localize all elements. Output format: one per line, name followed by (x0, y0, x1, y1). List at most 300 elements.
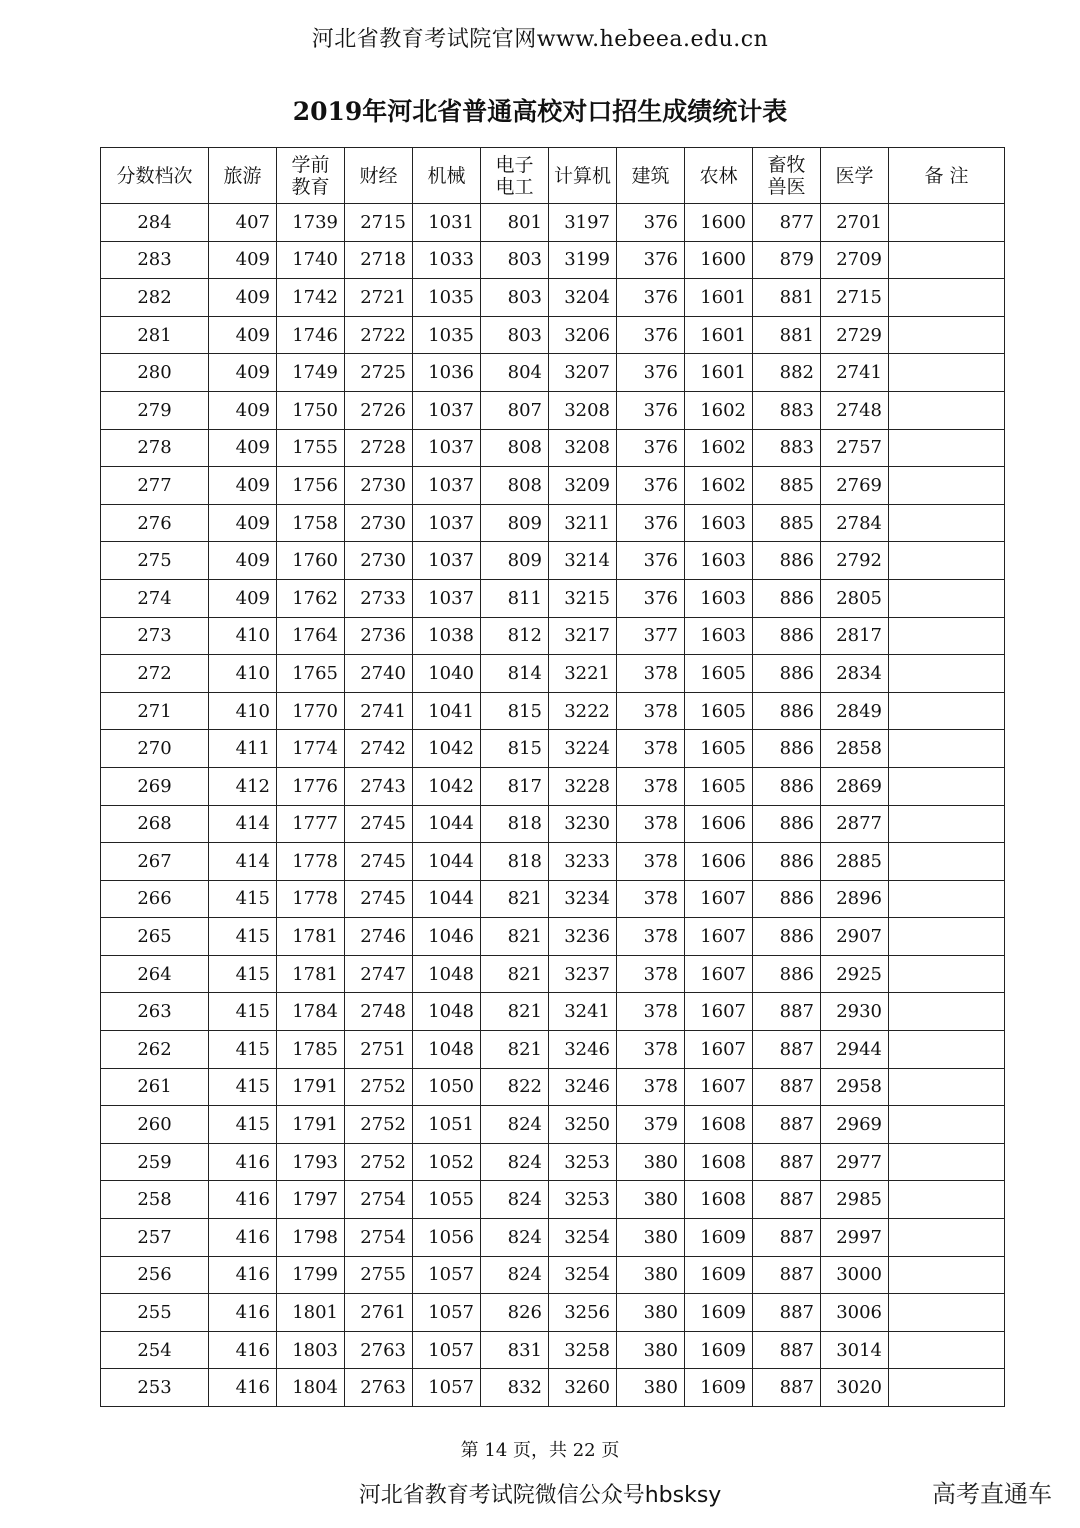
wechat-footer: 河北省教育考试院微信公众号hbsksy (358, 1483, 722, 1508)
table-cell: 3246 (549, 1031, 617, 1069)
table-cell: 3014 (821, 1331, 889, 1369)
table-cell: 376 (617, 429, 685, 467)
table-cell: 2885 (821, 843, 889, 881)
table-cell: 1050 (413, 1068, 481, 1106)
table-cell: 3256 (549, 1294, 617, 1332)
table-cell: 887 (753, 1219, 821, 1257)
table-cell: 378 (617, 955, 685, 993)
table-cell: 376 (617, 316, 685, 354)
table-cell: 278 (101, 429, 209, 467)
table-row (101, 1369, 1005, 1407)
table-cell: 283 (101, 241, 209, 279)
table-cell: 887 (753, 1106, 821, 1144)
table-cell (889, 354, 1005, 392)
table-cell: 272 (101, 655, 209, 693)
table-cell: 887 (753, 1256, 821, 1294)
table-cell: 1609 (685, 1331, 753, 1369)
table-cell: 409 (209, 542, 277, 580)
table-cell: 376 (617, 542, 685, 580)
table-cell (889, 1181, 1005, 1219)
table-cell: 1035 (413, 316, 481, 354)
table-cell: 814 (481, 655, 549, 693)
table-cell: 2730 (345, 542, 413, 580)
table-cell: 1784 (277, 993, 345, 1031)
table-cell: 2997 (821, 1219, 889, 1257)
table-cell: 803 (481, 316, 549, 354)
table-row (101, 955, 1005, 993)
table-cell: 1608 (685, 1106, 753, 1144)
table-cell: 410 (209, 692, 277, 730)
table-cell: 809 (481, 542, 549, 580)
table-cell: 812 (481, 617, 549, 655)
table-cell: 415 (209, 1068, 277, 1106)
table-cell: 2725 (345, 354, 413, 392)
table-row (101, 655, 1005, 693)
table-cell: 3208 (549, 391, 617, 429)
table-cell (889, 955, 1005, 993)
column-header: 电子 电工 (481, 148, 549, 204)
table-cell: 3020 (821, 1369, 889, 1407)
table-cell: 407 (209, 204, 277, 242)
table-cell: 273 (101, 617, 209, 655)
page-number: 第 14 页，共 22 页 (460, 1440, 620, 1461)
table-cell: 883 (753, 429, 821, 467)
table-cell: 2944 (821, 1031, 889, 1069)
table-cell: 1057 (413, 1331, 481, 1369)
table-cell: 411 (209, 730, 277, 768)
table-cell: 279 (101, 391, 209, 429)
column-header: 计算机 (549, 148, 617, 204)
table-cell: 380 (617, 1219, 685, 1257)
table-cell: 378 (617, 918, 685, 956)
table-cell (889, 316, 1005, 354)
table-cell: 3006 (821, 1294, 889, 1332)
table-cell: 815 (481, 730, 549, 768)
table-cell: 263 (101, 993, 209, 1031)
table-cell: 2930 (821, 993, 889, 1031)
table-cell: 409 (209, 241, 277, 279)
table-cell (889, 843, 1005, 881)
table-cell: 2834 (821, 655, 889, 693)
table-cell: 3254 (549, 1256, 617, 1294)
table-cell: 376 (617, 204, 685, 242)
table-cell: 2754 (345, 1219, 413, 1257)
table-cell: 1609 (685, 1294, 753, 1332)
table-cell: 886 (753, 805, 821, 843)
table-cell (889, 1369, 1005, 1407)
table-cell: 409 (209, 579, 277, 617)
table-header-row (101, 148, 1005, 204)
table-cell: 824 (481, 1106, 549, 1144)
column-header: 农林 (685, 148, 753, 204)
table-cell: 2977 (821, 1143, 889, 1181)
table-cell (889, 767, 1005, 805)
table-cell: 1602 (685, 467, 753, 505)
table-cell: 1608 (685, 1143, 753, 1181)
table-row (101, 805, 1005, 843)
column-header: 学前 教育 (277, 148, 345, 204)
table-cell: 3241 (549, 993, 617, 1031)
table-cell: 881 (753, 316, 821, 354)
table-cell: 3230 (549, 805, 617, 843)
table-cell (889, 993, 1005, 1031)
table-row (101, 579, 1005, 617)
table-cell: 2757 (821, 429, 889, 467)
table-cell: 3246 (549, 1068, 617, 1106)
table-cell: 1774 (277, 730, 345, 768)
table-cell: 2728 (345, 429, 413, 467)
table-cell: 3217 (549, 617, 617, 655)
table-cell: 2736 (345, 617, 413, 655)
table-cell: 2729 (821, 316, 889, 354)
table-row (101, 1068, 1005, 1106)
table-cell: 416 (209, 1294, 277, 1332)
table-cell: 1778 (277, 843, 345, 881)
table-cell: 886 (753, 767, 821, 805)
table-cell (889, 1068, 1005, 1106)
column-header: 财经 (345, 148, 413, 204)
table-cell: 2709 (821, 241, 889, 279)
table-cell: 821 (481, 918, 549, 956)
table-cell: 378 (617, 880, 685, 918)
table-cell: 821 (481, 993, 549, 1031)
table-cell: 2877 (821, 805, 889, 843)
table-cell: 3204 (549, 279, 617, 317)
table-cell: 3206 (549, 316, 617, 354)
table-cell: 3253 (549, 1181, 617, 1219)
table-cell: 3215 (549, 579, 617, 617)
table-cell: 1756 (277, 467, 345, 505)
table-cell: 416 (209, 1143, 277, 1181)
table-cell: 3234 (549, 880, 617, 918)
table-cell: 380 (617, 1331, 685, 1369)
table-cell: 1603 (685, 579, 753, 617)
table-cell: 1057 (413, 1294, 481, 1332)
table-cell (889, 1143, 1005, 1181)
table-cell: 376 (617, 354, 685, 392)
table-cell: 416 (209, 1219, 277, 1257)
column-header: 畜牧 兽医 (753, 148, 821, 204)
table-cell: 275 (101, 542, 209, 580)
table-cell: 3236 (549, 918, 617, 956)
table-cell: 885 (753, 467, 821, 505)
table-cell (889, 1219, 1005, 1257)
table-cell: 3260 (549, 1369, 617, 1407)
table-cell (889, 1256, 1005, 1294)
table-cell: 415 (209, 993, 277, 1031)
table-cell: 886 (753, 579, 821, 617)
table-cell: 1797 (277, 1181, 345, 1219)
table-cell: 2817 (821, 617, 889, 655)
table-cell: 821 (481, 1031, 549, 1069)
table-cell: 818 (481, 843, 549, 881)
table-cell: 879 (753, 241, 821, 279)
table-cell: 826 (481, 1294, 549, 1332)
table-cell: 1803 (277, 1331, 345, 1369)
table-cell: 1605 (685, 730, 753, 768)
table-cell: 887 (753, 1294, 821, 1332)
table-cell: 809 (481, 504, 549, 542)
table-cell: 3228 (549, 767, 617, 805)
table-cell: 414 (209, 843, 277, 881)
table-cell: 3221 (549, 655, 617, 693)
table-cell: 2741 (821, 354, 889, 392)
table-cell: 376 (617, 391, 685, 429)
table-cell: 259 (101, 1143, 209, 1181)
table-cell: 2745 (345, 880, 413, 918)
table-cell: 2958 (821, 1068, 889, 1106)
table-cell (889, 655, 1005, 693)
table-cell: 2730 (345, 467, 413, 505)
table-cell: 818 (481, 805, 549, 843)
table-cell: 1037 (413, 504, 481, 542)
table-cell: 1781 (277, 918, 345, 956)
table-cell: 808 (481, 467, 549, 505)
table-cell: 2743 (345, 767, 413, 805)
table-cell: 276 (101, 504, 209, 542)
table-body (101, 204, 1005, 1407)
table-cell: 824 (481, 1143, 549, 1181)
table-cell: 2769 (821, 467, 889, 505)
table-cell: 380 (617, 1294, 685, 1332)
table-cell: 824 (481, 1256, 549, 1294)
table-cell: 1037 (413, 391, 481, 429)
table-cell: 886 (753, 730, 821, 768)
table-cell: 1799 (277, 1256, 345, 1294)
table-cell: 886 (753, 880, 821, 918)
table-row (101, 767, 1005, 805)
table-cell: 1603 (685, 542, 753, 580)
table-cell: 266 (101, 880, 209, 918)
table-cell: 409 (209, 316, 277, 354)
table-cell (889, 1294, 1005, 1332)
table-cell: 376 (617, 579, 685, 617)
table-cell: 1601 (685, 354, 753, 392)
table-cell: 1040 (413, 655, 481, 693)
score-table-container (100, 147, 1004, 1407)
table-cell: 1057 (413, 1256, 481, 1294)
table-cell (889, 1031, 1005, 1069)
table-row (101, 1143, 1005, 1181)
table-cell: 1770 (277, 692, 345, 730)
table-cell: 1746 (277, 316, 345, 354)
table-cell: 378 (617, 1031, 685, 1069)
table-cell: 253 (101, 1369, 209, 1407)
table-cell: 1606 (685, 805, 753, 843)
table-cell: 804 (481, 354, 549, 392)
table-cell: 1607 (685, 880, 753, 918)
table-cell (889, 204, 1005, 242)
table-cell: 412 (209, 767, 277, 805)
table-row (101, 316, 1005, 354)
table-cell: 2869 (821, 767, 889, 805)
table-row (101, 1219, 1005, 1257)
table-cell: 2748 (821, 391, 889, 429)
table-cell: 1607 (685, 993, 753, 1031)
table-cell: 416 (209, 1181, 277, 1219)
table-cell: 2985 (821, 1181, 889, 1219)
table-row (101, 1181, 1005, 1219)
table-cell: 409 (209, 504, 277, 542)
table-cell: 256 (101, 1256, 209, 1294)
table-cell: 1603 (685, 504, 753, 542)
table-cell: 803 (481, 279, 549, 317)
table-cell: 815 (481, 692, 549, 730)
table-cell: 1037 (413, 429, 481, 467)
table-cell: 414 (209, 805, 277, 843)
table-cell: 1042 (413, 767, 481, 805)
table-cell: 821 (481, 955, 549, 993)
table-cell: 415 (209, 1106, 277, 1144)
table-cell: 2754 (345, 1181, 413, 1219)
table-cell: 1055 (413, 1181, 481, 1219)
table-cell: 2752 (345, 1143, 413, 1181)
table-cell (889, 579, 1005, 617)
table-row (101, 429, 1005, 467)
table-cell: 378 (617, 843, 685, 881)
table-cell: 258 (101, 1181, 209, 1219)
table-cell: 262 (101, 1031, 209, 1069)
table-cell: 3224 (549, 730, 617, 768)
table-cell (889, 241, 1005, 279)
table-cell: 2745 (345, 843, 413, 881)
table-cell: 1031 (413, 204, 481, 242)
column-header: 医学 (821, 148, 889, 204)
table-cell: 2733 (345, 579, 413, 617)
table-cell: 887 (753, 1181, 821, 1219)
table-cell: 260 (101, 1106, 209, 1144)
table-cell: 1601 (685, 316, 753, 354)
table-cell: 1764 (277, 617, 345, 655)
table-cell: 887 (753, 1369, 821, 1407)
table-cell: 1740 (277, 241, 345, 279)
table-cell: 1607 (685, 955, 753, 993)
table-cell: 3250 (549, 1106, 617, 1144)
table-cell: 1600 (685, 241, 753, 279)
table-cell: 1607 (685, 1068, 753, 1106)
table-cell: 2907 (821, 918, 889, 956)
column-header: 旅游 (209, 148, 277, 204)
table-cell: 1804 (277, 1369, 345, 1407)
table-cell: 1044 (413, 843, 481, 881)
table-cell: 379 (617, 1106, 685, 1144)
table-cell: 1749 (277, 354, 345, 392)
table-cell (889, 279, 1005, 317)
table-cell: 2718 (345, 241, 413, 279)
table-cell: 2748 (345, 993, 413, 1031)
table-row (101, 204, 1005, 242)
table-cell: 2722 (345, 316, 413, 354)
table-cell: 2741 (345, 692, 413, 730)
table-cell: 416 (209, 1331, 277, 1369)
table-cell: 1056 (413, 1219, 481, 1257)
table-cell: 376 (617, 241, 685, 279)
table-row (101, 1294, 1005, 1332)
table-cell: 416 (209, 1369, 277, 1407)
table-cell: 376 (617, 504, 685, 542)
table-cell: 1051 (413, 1106, 481, 1144)
table-cell: 1605 (685, 767, 753, 805)
table-cell: 409 (209, 391, 277, 429)
table-cell (889, 918, 1005, 956)
table-cell: 886 (753, 918, 821, 956)
column-header: 分数档次 (101, 148, 209, 204)
table-cell: 877 (753, 204, 821, 242)
table-cell: 3233 (549, 843, 617, 881)
table-cell: 1603 (685, 617, 753, 655)
table-cell: 822 (481, 1068, 549, 1106)
table-cell: 2763 (345, 1331, 413, 1369)
table-cell: 1791 (277, 1068, 345, 1106)
table-cell: 409 (209, 279, 277, 317)
table-row (101, 918, 1005, 956)
table-cell: 3208 (549, 429, 617, 467)
table-cell: 1793 (277, 1143, 345, 1181)
table-cell: 2763 (345, 1369, 413, 1407)
table-cell (889, 692, 1005, 730)
table-cell: 1742 (277, 279, 345, 317)
table-cell: 2721 (345, 279, 413, 317)
table-cell: 1036 (413, 354, 481, 392)
table-cell: 2715 (821, 279, 889, 317)
site-header: 河北省教育考试院官网www.hebeea.edu.cn (311, 27, 769, 52)
table-cell: 409 (209, 467, 277, 505)
table-cell (889, 805, 1005, 843)
table-cell: 1037 (413, 579, 481, 617)
table-cell: 1609 (685, 1219, 753, 1257)
corner-label: 高考直通车 (932, 1480, 1052, 1508)
table-cell: 378 (617, 730, 685, 768)
table-cell: 265 (101, 918, 209, 956)
table-cell: 257 (101, 1219, 209, 1257)
table-row (101, 843, 1005, 881)
table-cell (889, 467, 1005, 505)
table-cell: 378 (617, 767, 685, 805)
table-cell: 1052 (413, 1143, 481, 1181)
column-header: 机械 (413, 148, 481, 204)
table-row (101, 617, 1005, 655)
table-cell: 2751 (345, 1031, 413, 1069)
table-cell: 1048 (413, 1031, 481, 1069)
table-cell: 277 (101, 467, 209, 505)
table-cell: 886 (753, 692, 821, 730)
table-cell: 3207 (549, 354, 617, 392)
table-cell: 2755 (345, 1256, 413, 1294)
column-header: 备 注 (889, 148, 1005, 204)
table-cell: 1776 (277, 767, 345, 805)
table-cell: 2715 (345, 204, 413, 242)
table-cell: 410 (209, 617, 277, 655)
table-cell: 1607 (685, 1031, 753, 1069)
table-cell: 3253 (549, 1143, 617, 1181)
table-cell: 284 (101, 204, 209, 242)
table-cell: 2752 (345, 1068, 413, 1106)
table-cell: 415 (209, 955, 277, 993)
table-cell: 887 (753, 1068, 821, 1106)
table-cell: 807 (481, 391, 549, 429)
table-cell (889, 880, 1005, 918)
table-cell (889, 391, 1005, 429)
table-cell (889, 1331, 1005, 1369)
table-cell: 1758 (277, 504, 345, 542)
table-cell: 821 (481, 880, 549, 918)
table-cell: 2792 (821, 542, 889, 580)
table-cell: 886 (753, 542, 821, 580)
table-row (101, 993, 1005, 1031)
table-cell: 1048 (413, 955, 481, 993)
table-cell (889, 730, 1005, 768)
table-cell: 378 (617, 692, 685, 730)
